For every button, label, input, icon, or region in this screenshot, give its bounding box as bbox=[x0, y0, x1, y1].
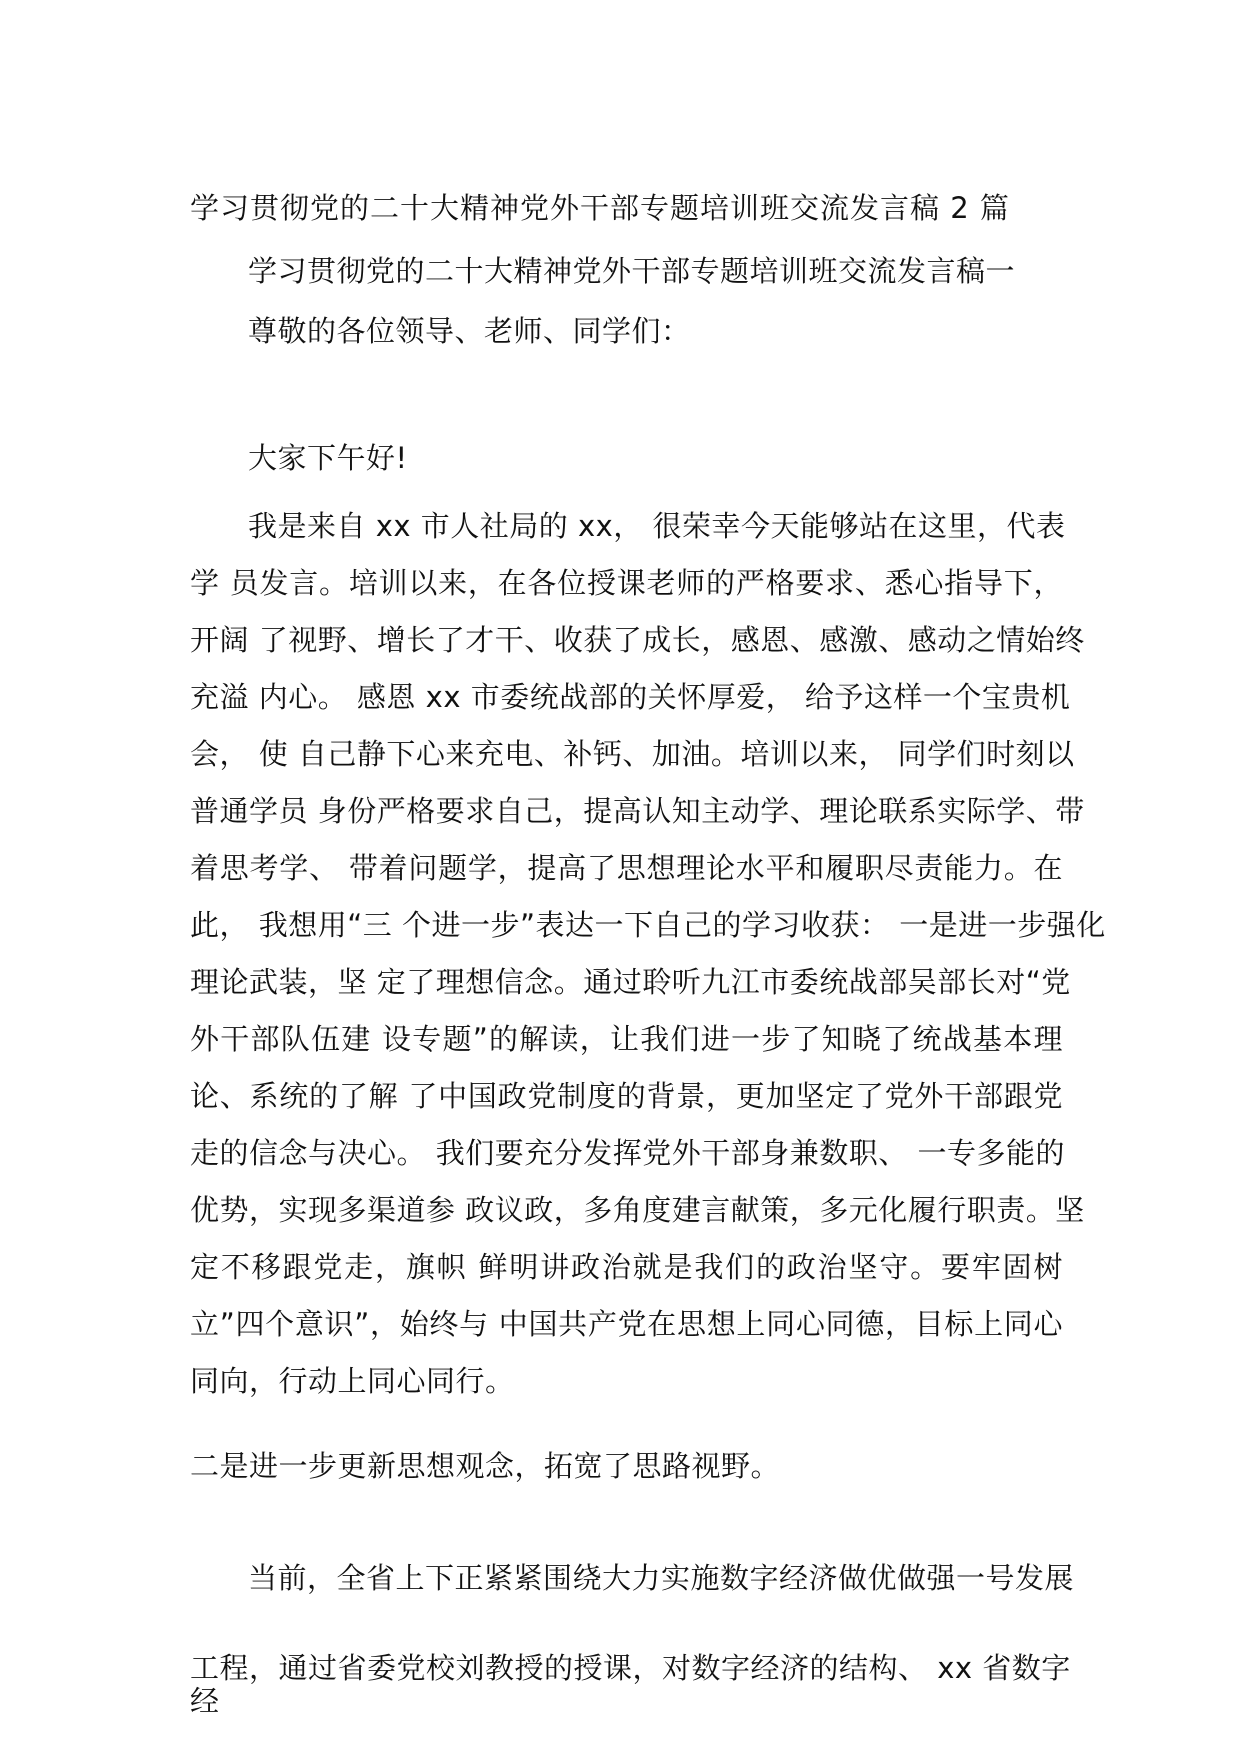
paragraph-line: 普通学员 身份严格要求自己，提高认知主动学、理论联系实际学、带 bbox=[190, 794, 1085, 828]
paragraph-line: 此， 我想用“三 个进一步”表达一下自己的学习收获： 一是进一步强化 bbox=[190, 908, 1106, 942]
paragraph-line: 外干部队伍建 设专题”的解读，让我们进一步了知晓了统战基本理 bbox=[190, 1022, 1063, 1056]
paragraph-line: 优势，实现多渠道参 政议政，多角度建言献策，多元化履行职责。坚 bbox=[190, 1193, 1085, 1227]
paragraph-line: 会， 使 自己静下心来充电、补钙、加油。培训以来， 同学们时刻以 bbox=[190, 737, 1075, 771]
greeting: 大家下午好! bbox=[248, 441, 408, 475]
speech-subtitle: 学习贯彻党的二十大精神党外干部专题培训班交流发言稿一 bbox=[248, 254, 1016, 288]
paragraph-heading: 二是进一步更新思想观念，拓宽了思路视野。 bbox=[190, 1449, 781, 1483]
paragraph-line: 同向，行动上同心同行。 bbox=[190, 1364, 515, 1398]
salutation: 尊敬的各位领导、老师、同学们： bbox=[248, 314, 691, 348]
paragraph-line: 理论武装，坚 定了理想信念。通过聆听九江市委统战部吴部长对“党 bbox=[190, 965, 1071, 999]
paragraph-line: 我是来自 xx 市人社局的 xx， 很荣幸今天能够站在这里，代表 bbox=[248, 509, 1066, 543]
paragraph-line: 当前，全省上下正紧紧围绕大力实施数字经济做优做强一号发展 bbox=[248, 1561, 1075, 1595]
paragraph-line: 定不移跟党走，旗帜 鲜明讲政治就是我们的政治坚守。要牢固树 bbox=[190, 1250, 1063, 1284]
paragraph-line: 着思考学、 带着问题学，提高了思想理论水平和履职尽责能力。在 bbox=[190, 851, 1063, 885]
paragraph-line: 工程，通过省委党校刘教授的授课，对数字经济的结构、 xx 省数字 bbox=[190, 1651, 1071, 1685]
document-title: 学习贯彻党的二十大精神党外干部专题培训班交流发言稿 2 篇 bbox=[190, 191, 1010, 225]
paragraph-line: 开阔 了视野、增长了才干、收获了成长，感恩、感激、感动之情始终 bbox=[190, 623, 1085, 657]
paragraph-line: 学 员发言。培训以来，在各位授课老师的严格要求、悉心指导下， bbox=[190, 566, 1063, 600]
paragraph-line: 经 bbox=[190, 1684, 220, 1718]
paragraph-line: 论、系统的了解 了中国政党制度的背景，更加坚定了党外干部跟党 bbox=[190, 1079, 1063, 1113]
paragraph-line: 充溢 内心。 感恩 xx 市委统战部的关怀厚爱， 给予这样一个宝贵机 bbox=[190, 680, 1071, 714]
paragraph-line: 立”四个意识”，始终与 中国共产党在思想上同心同德，目标上同心 bbox=[190, 1307, 1063, 1341]
paragraph-line: 走的信念与决心。 我们要充分发挥党外干部身兼数职、 一专多能的 bbox=[190, 1136, 1065, 1170]
